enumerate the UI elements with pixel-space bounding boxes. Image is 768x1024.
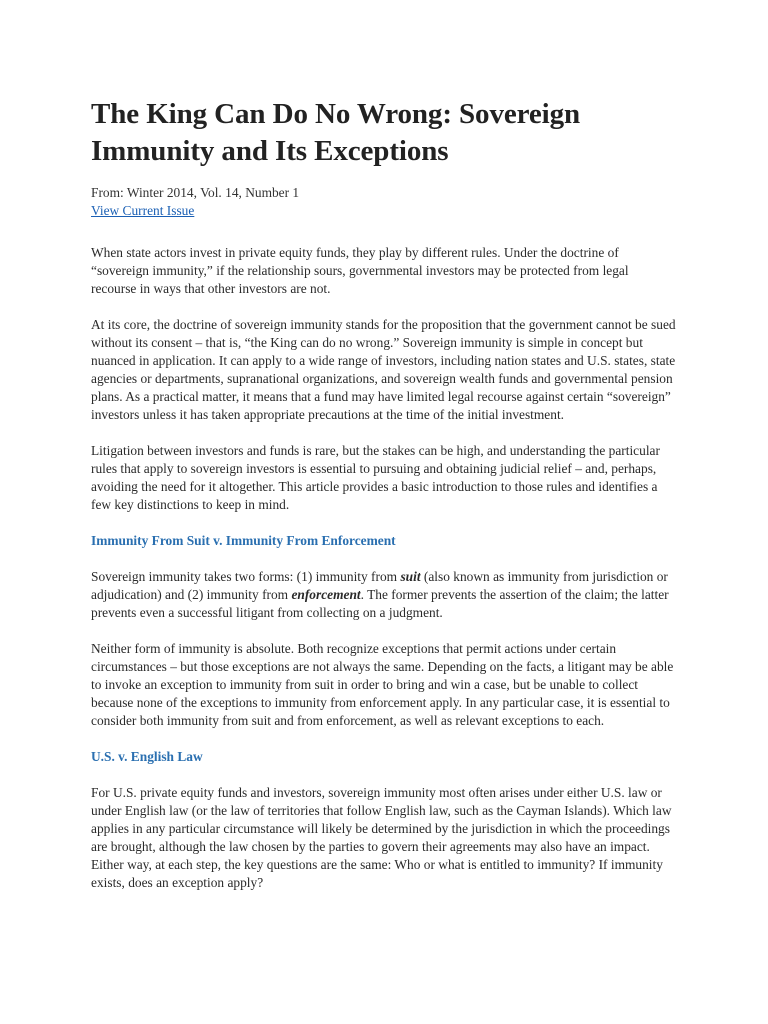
term-suit: suit	[400, 569, 421, 584]
paragraph-two-forms	[91, 568, 676, 622]
paragraph-core: At its core, the doctrine of sovereign immunity stands for the proposition that the government cannot be sued without its consent – that is, “the King can do no wrong.” Sovereign immunity is simple in concept but nuanced in application. It can apply to a wide range of investors, including nation states and U.S. states, state agencies or departments, supranational organizations, and sovereign wealth funds and governmental pension plans. As a practical matter, it means that a fund may have limited legal recourse against certain “sovereign” investors unless it has taken appropriate precautions at the time of the initial investment.	[91, 317, 676, 422]
source-line: From: Winter 2014, Vol. 14, Number 1	[91, 185, 300, 200]
term-enforcement: enforcement	[291, 587, 361, 602]
paragraph-intro: When state actors invest in private equity funds, they play by different rules. Under the doctrine of “sovereign immunity,” if the relationship sours, governmental investors may be protected from legal recourse in ways that other investors are not.	[91, 245, 629, 296]
issue-meta	[91, 184, 676, 220]
paragraph-jurisdiction: For U.S. private equity funds and investors, sovereign immunity most often arises under either U.S. law or under English law (or the law of territories that follow English law, such as the Cayman Islands). Which law applies in any particular circumstance will likely be determined by the jurisdiction in which the proceedings are brought, although the law chosen by the parties to govern their agreements may also have an impact. Either way, at each step, the key questions are the same: Who or what is entitled to immunity? If immunity exists, does an exception apply?	[91, 785, 672, 890]
paragraph-two-forms-part-1: Sovereign immunity takes two forms: (1) immunity from	[91, 569, 401, 584]
paragraph-litigation: Litigation between investors and funds is rare, but the stakes can be high, and understanding the particular rules that apply to sovereign investors is essential to pursuing and obtaining judicial relief – and, perhaps, avoiding the need for it altogether. This article provides a basic introduction to those rules and identifies a few key distinctions to keep in mind.	[91, 443, 660, 512]
paragraph-two-forms-part-3: . The former prevents the assertion of the claim; the latter prevents even a successful litigant from collecting on a judgment.	[91, 587, 669, 620]
view-current-issue-link[interactable]: View Current Issue	[91, 203, 195, 218]
heading-us-vs-english-law: U.S. v. English Law	[91, 749, 203, 764]
article-title: The King Can Do No Wrong: Sovereign Immunity and Its Exceptions	[91, 98, 581, 167]
paragraph-two-forms-part-2: (also known as immunity from jurisdiction or adjudication) and (2) immunity from	[91, 569, 668, 602]
article	[91, 96, 676, 892]
heading-suit-vs-enforcement: Immunity From Suit v. Immunity From Enforcement	[91, 533, 396, 548]
paragraph-exceptions: Neither form of immunity is absolute. Both recognize exceptions that permit actions under certain circumstances – but those exceptions are not always the same. Depending on the facts, a litigant may be able to invoke an exception to immunity from suit in order to bring and win a case, but be unable to collect because none of the exceptions to immunity from enforcement apply. In any particular case, it is essential to consider both immunity from suit and from enforcement, as well as relevant exceptions to each.	[91, 641, 674, 728]
